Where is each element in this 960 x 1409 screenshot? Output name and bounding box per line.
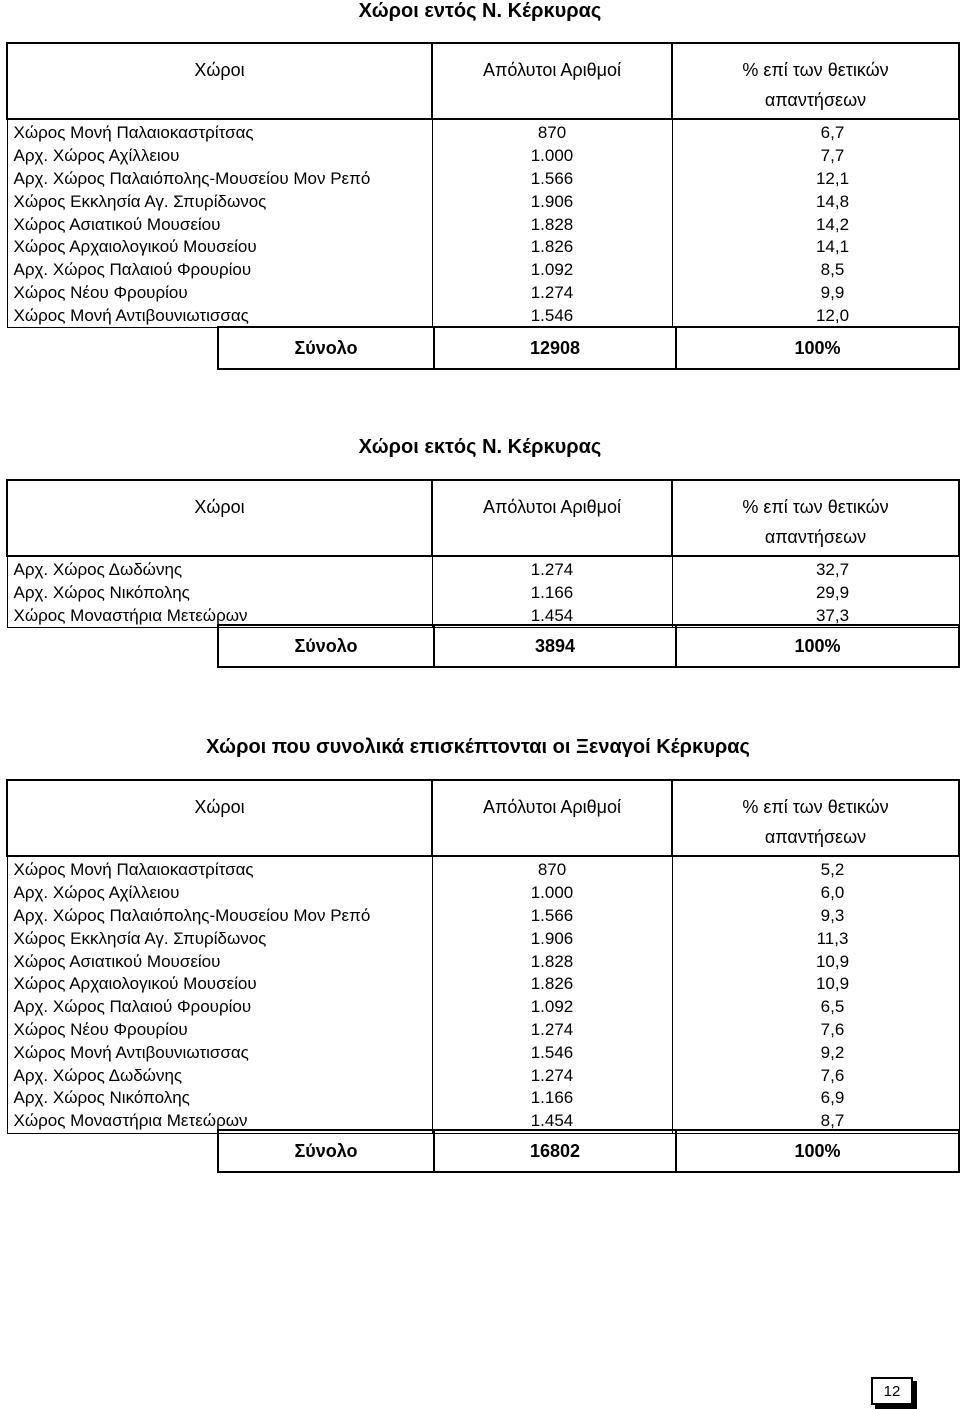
- header-absolute-numbers: Απόλυτοι Αριθμοί: [432, 780, 672, 856]
- header-absolute-numbers: Απόλυτοι Αριθμοί: [432, 43, 672, 119]
- table-row: Αρχ. Χώρος Αχίλλειου 1.000 6,0: [7, 882, 959, 905]
- table-row: Χώρος Μονή Αντιβουνιωτισσας 1.546 9,2: [7, 1041, 959, 1064]
- table-inside-corfu: [6, 42, 960, 328]
- total-percent: 100%: [794, 1140, 841, 1161]
- table-row: Αρχ. Χώρος Δωδώνης 1.274 32,7: [7, 556, 959, 582]
- header-sites: Χώροι: [7, 780, 432, 856]
- table-row: Αρχ. Χώρος Νικόπολης 1.166 6,9: [7, 1087, 959, 1110]
- header-sites: Χώροι: [7, 43, 432, 119]
- table-row: Χώρος Εκκλησία Αγ. Σπυρίδωνος 1.906 14,8: [7, 190, 959, 213]
- table-row: Χώρος Ασιατικού Μουσείου 1.828 10,9: [7, 950, 959, 973]
- section-title-all-sites: Χώροι που συνολικά επισκέπτονται οι Ξεναγοί Κέρκυρας: [206, 736, 750, 758]
- total-label: Σύνολο: [219, 626, 435, 666]
- table-row: Αρχ. Χώρος Παλαιόπολης-Μουσείου Μον Ρεπό 1.566 12,1: [7, 168, 959, 191]
- total-label: Σύνολο: [219, 1131, 435, 1171]
- header-sites: Χώροι: [7, 480, 432, 556]
- table-row: Αρχ. Χώρος Παλαιού Φρουρίου 1.092 8,5: [7, 259, 959, 282]
- total-count: 16802: [435, 1131, 677, 1171]
- table-row: Χώρος Ασιατικού Μουσείου 1.828 14,2: [7, 213, 959, 236]
- total-label: Σύνολο: [219, 328, 435, 368]
- table-row: Αρχ. Χώρος Νικόπολης 1.166 29,9: [7, 582, 959, 605]
- table-row: Χώρος Μονή Αντιβουνιωτισσας 1.546 12,0: [7, 304, 959, 327]
- table-row: Χώρος Μονή Παλαιοκαστρίτσας 870 6,7: [7, 119, 959, 145]
- total-percent: 100%: [794, 337, 841, 358]
- table-row: Χώρος Νέου Φρουρίου 1.274 9,9: [7, 282, 959, 305]
- table-all-sites: [6, 779, 960, 1134]
- table-row: Αρχ. Χώρος Παλαιόπολης-Μουσείου Μον Ρεπό 1.566 9,3: [7, 905, 959, 928]
- table-row: Χώρος Εκκλησία Αγ. Σπυρίδωνος 1.906 11,3: [7, 927, 959, 950]
- table-row: Αρχ. Χώρος Αχίλλειου 1.000 7,7: [7, 145, 959, 168]
- header-percent: % επί των θετικών απαντήσεων: [672, 43, 959, 119]
- table-row: Χώρος Νέου Φρουρίου 1.274 7,6: [7, 1019, 959, 1042]
- total-percent: 100%: [794, 635, 841, 656]
- table-row: Χώρος Αρχαιολογικού Μουσείου 1.826 10,9: [7, 973, 959, 996]
- header-percent: % επί των θετικών απαντήσεων: [672, 780, 959, 856]
- section-title-inside-corfu: Χώροι εντός Ν. Κέρκυρας: [358, 0, 602, 22]
- table-row: Χώρος Μοναστήρια Μετεώρων 1.454 8,7: [7, 1110, 959, 1133]
- total-count: 12908: [435, 328, 677, 368]
- header-percent: % επί των θετικών απαντήσεων: [672, 480, 959, 556]
- table-row: Χώρος Μονή Παλαιοκαστρίτσας 870 5,2: [7, 856, 959, 882]
- table-row: Χώρος Αρχαιολογικού Μουσείου 1.826 14,1: [7, 236, 959, 259]
- total-count: 3894: [435, 626, 677, 666]
- table-outside-corfu: [6, 479, 960, 628]
- table-row: Χώρος Μοναστήρια Μετεώρων 1.454 37,3: [7, 605, 959, 628]
- table-row: Αρχ. Χώρος Δωδώνης 1.274 7,6: [7, 1064, 959, 1087]
- table-row: Αρχ. Χώρος Παλαιού Φρουρίου 1.092 6,5: [7, 996, 959, 1019]
- page-number: 12: [871, 1377, 913, 1405]
- header-absolute-numbers: Απόλυτοι Αριθμοί: [432, 480, 672, 556]
- total-row-outside-corfu: [217, 624, 960, 668]
- total-row-all-sites: [217, 1129, 960, 1173]
- total-row-inside-corfu: [217, 326, 960, 370]
- section-title-outside-corfu: Χώροι εκτός Ν. Κέρκυρας: [358, 436, 602, 458]
